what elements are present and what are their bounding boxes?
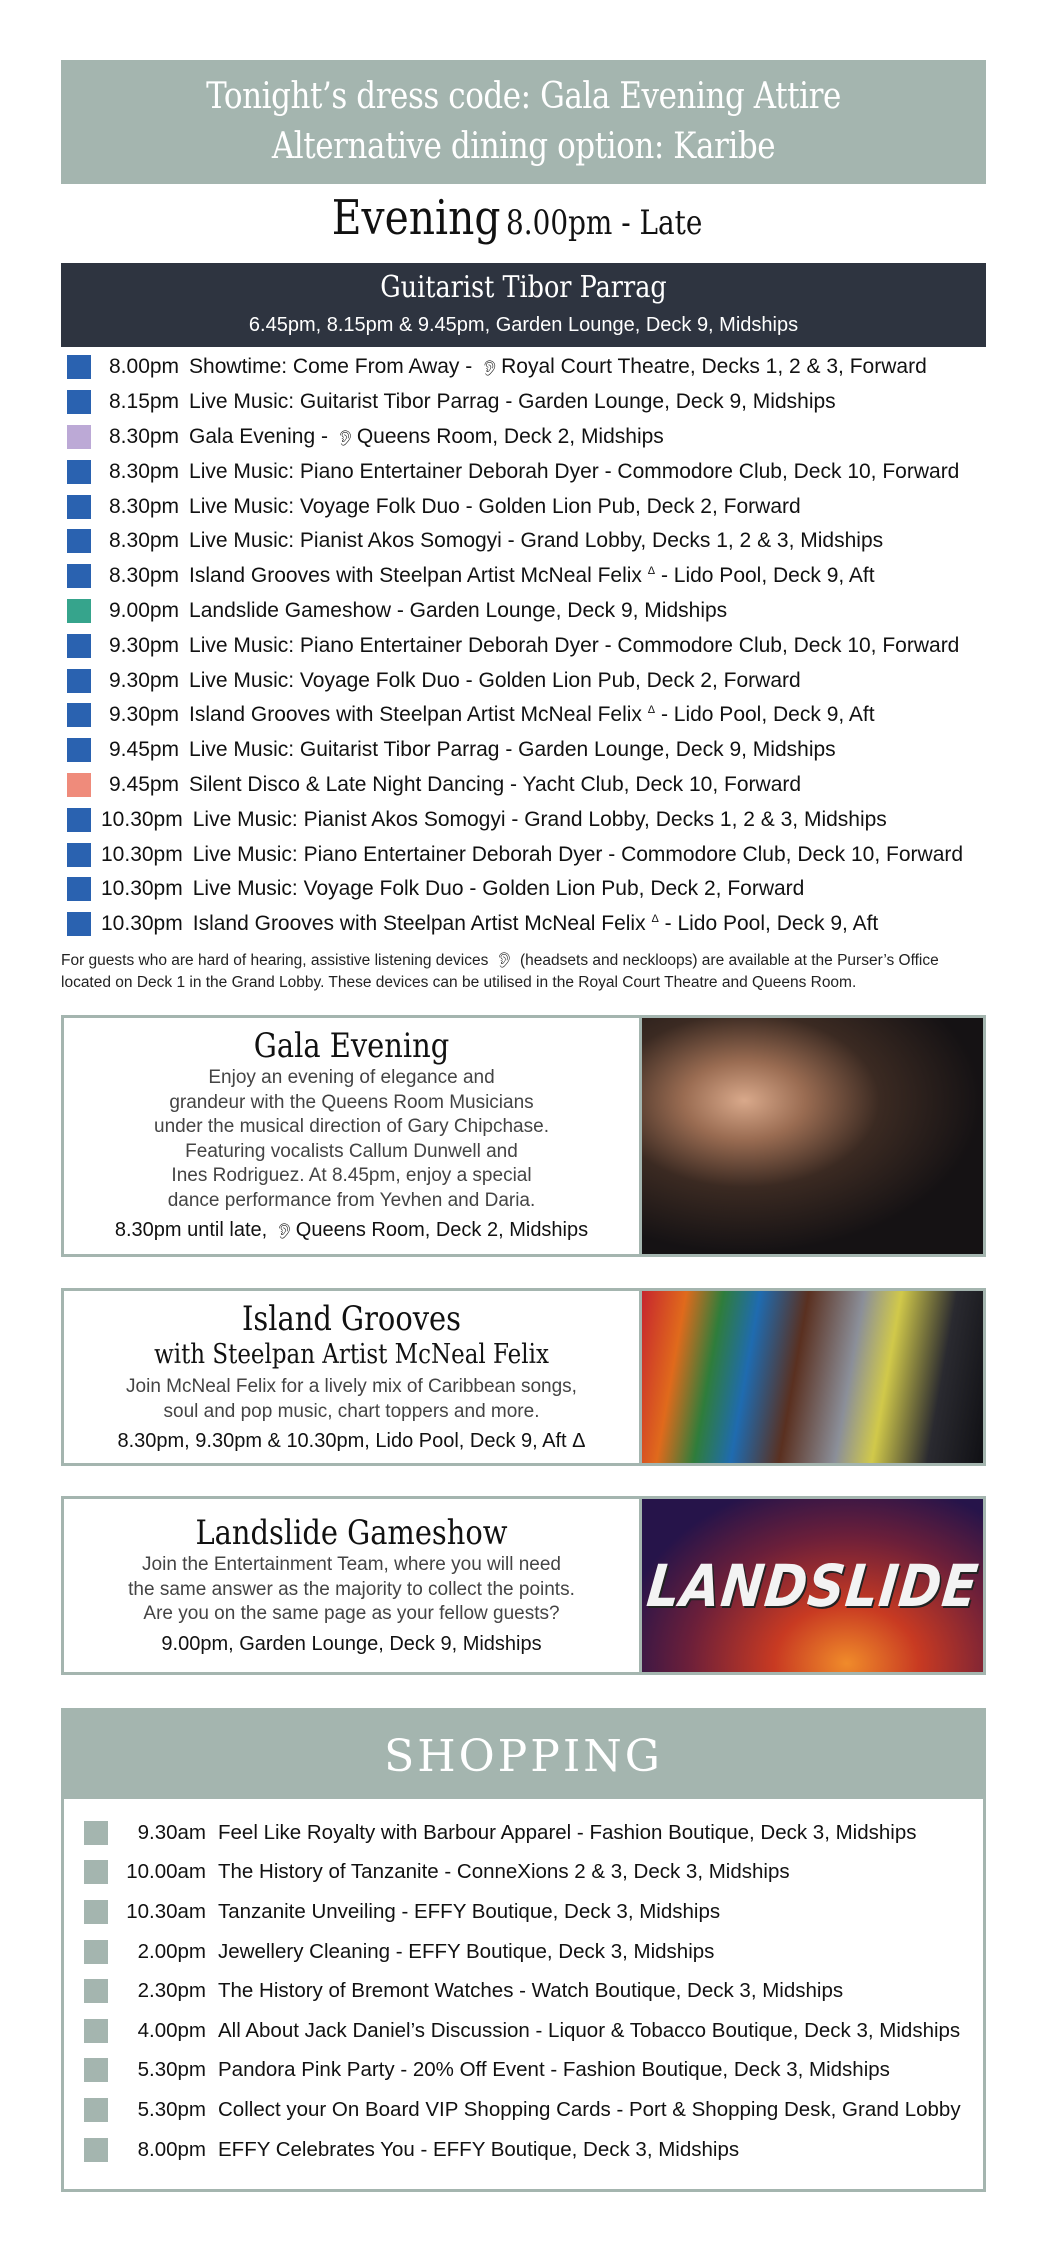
event-text: Showtime: Come From Away -	[189, 355, 479, 379]
hearing-assist-icon: 👂︎	[335, 429, 355, 447]
hearing-assist-icon: 👂︎	[494, 952, 514, 969]
event-description	[189, 460, 959, 484]
landslide-gameshow-card	[61, 1496, 986, 1675]
event-text: Live Music: Pianist Akos Somogyi - Grand Lobby, Decks 1, 2 & 3, Midships	[192, 807, 887, 831]
event-text: Live Music: Voyage Folk Duo - Golden Lion Pub, Deck 2, Forward	[189, 668, 801, 692]
featured-artist-title: Guitarist Tibor Parrag	[380, 270, 667, 305]
schedule-row	[61, 489, 986, 524]
event-text: Live Music: Guitarist Tibor Parrag - Garden Lounge, Deck 9, Midships	[189, 390, 836, 414]
shopping-time: 8.00pm	[137, 2137, 206, 2161]
hearing-assist-icon: 👂︎	[274, 1223, 294, 1240]
event-time: 9.30pm	[109, 633, 180, 657]
event-text: Live Music: Voyage Folk Duo - Golden Lion Pub, Deck 2, Forward	[189, 494, 801, 518]
when-location: Queens Room, Deck 2, Midships	[295, 1219, 589, 1241]
gala-card-description	[64, 1066, 639, 1213]
shopping-row	[64, 1932, 983, 1972]
event-text: Island Grooves with Steelpan Artist McNeal Felix	[189, 564, 648, 588]
event-description	[189, 564, 875, 588]
shopping-list	[64, 1799, 983, 2169]
hearing-assist-icon: 👂︎	[480, 360, 500, 378]
event-text: Live Music: Piano Entertainer Deborah Dyer - Commodore Club, Deck 10, Forward	[192, 842, 964, 866]
event-time: 9.45pm	[109, 738, 180, 762]
category-color-swatch	[67, 599, 91, 623]
schedule-row	[61, 420, 986, 455]
landslide-card-text	[64, 1499, 639, 1672]
category-color-swatch	[67, 634, 91, 658]
event-time: 10.30pm	[101, 842, 183, 866]
event-time: 8.30pm	[109, 494, 180, 518]
event-time: 9.30pm	[109, 703, 180, 727]
gala-dancing-photo	[639, 1018, 983, 1254]
schedule-row	[61, 872, 986, 907]
event-description	[189, 669, 801, 693]
event-description	[193, 912, 879, 936]
event-description	[189, 703, 875, 727]
event-description	[189, 425, 664, 449]
featured-artist-banner	[61, 263, 986, 347]
island-card-text	[64, 1291, 639, 1463]
event-location: - Lido Pool, Deck 9, Aft	[658, 912, 879, 936]
event-time: 8.00pm	[109, 355, 180, 379]
gala-card-when	[64, 1216, 639, 1246]
category-color-swatch	[67, 564, 91, 588]
event-time: 8.30pm	[109, 564, 180, 588]
weather-dependent-delta-icon: Δ	[651, 913, 659, 926]
event-time: 8.30pm	[109, 459, 180, 483]
weather-dependent-delta-icon: Δ	[647, 704, 656, 717]
desc-line: grandeur with the Queens Room Musicians	[169, 1091, 534, 1113]
shopping-description: EFFY Celebrates You - EFFY Boutique, Deck 3, Midships	[218, 2137, 740, 2161]
dress-code-banner	[61, 60, 986, 184]
category-color-swatch	[67, 843, 91, 867]
schedule-row	[61, 559, 986, 594]
landslide-card-description	[64, 1553, 639, 1627]
shopping-time: 2.30pm	[137, 1979, 206, 2003]
event-text: Live Music: Voyage Folk Duo - Golden Lion Pub, Deck 2, Forward	[192, 877, 805, 901]
event-location: Royal Court Theatre, Decks 1, 2 & 3, Forward	[501, 355, 927, 379]
schedule-row	[61, 907, 986, 942]
category-color-swatch	[67, 738, 91, 762]
category-color-swatch	[67, 529, 91, 553]
shopping-time: 10.00am	[126, 1860, 206, 1884]
hearing-assistance-note	[61, 950, 986, 994]
featured-artist-times: 6.45pm, 8.15pm & 9.45pm, Garden Lounge, Deck 9, Midships	[248, 314, 799, 336]
shopping-time: 4.00pm	[137, 2018, 206, 2042]
event-text: Landslide Gameshow - Garden Lounge, Deck 9, Midships	[189, 598, 728, 622]
category-color-swatch	[67, 877, 91, 901]
note-text-post: (headsets and neckloops) are available at the Purser’s Office located on Deck 1 in the Grand Lobby. These devices can be utilised in the Royal Court Theatre and Queens Room.	[61, 952, 939, 991]
desc-line: the same answer as the majority to collect the points.	[128, 1578, 575, 1600]
shopping-row	[64, 2090, 983, 2130]
island-grooves-card	[61, 1288, 986, 1466]
shopping-swatch	[84, 2098, 108, 2122]
category-color-swatch	[67, 425, 91, 449]
desc-line: under the musical direction of Gary Chipchase.	[154, 1116, 549, 1137]
desc-line: Join the Entertainment Team, where you will need	[142, 1554, 561, 1576]
event-time: 8.15pm	[109, 390, 180, 414]
event-time: 9.45pm	[109, 772, 180, 796]
event-description	[189, 738, 836, 762]
gala-evening-card	[61, 1015, 986, 1257]
category-color-swatch	[67, 460, 91, 484]
schedule-row	[61, 733, 986, 768]
desc-line: Are you on the same page as your fellow guests?	[143, 1603, 560, 1625]
category-color-swatch	[67, 808, 91, 832]
shopping-time: 9.30am	[137, 1820, 206, 1844]
shopping-swatch	[84, 2138, 108, 2162]
event-description	[189, 529, 883, 553]
schedule-row	[61, 594, 986, 629]
event-text: Gala Evening -	[189, 424, 334, 448]
schedule-row	[61, 350, 986, 385]
schedule-row	[61, 698, 986, 733]
shopping-swatch	[84, 1979, 108, 2003]
schedule-row	[61, 802, 986, 837]
event-time: 9.00pm	[109, 598, 180, 622]
schedule-row	[61, 385, 986, 420]
gala-card-title: Gala Evening	[253, 1026, 450, 1066]
event-text: Silent Disco & Late Night Dancing - Yacht Club, Deck 10, Forward	[189, 772, 802, 796]
shopping-swatch	[84, 1821, 108, 1845]
event-description	[189, 773, 801, 797]
event-time: 8.30pm	[109, 529, 180, 553]
shopping-description: The History of Tanzanite - ConneXions 2 & 3, Deck 3, Midships	[218, 1860, 790, 1884]
steelpan-photo	[639, 1291, 983, 1463]
event-location: Queens Room, Deck 2, Midships	[356, 424, 664, 448]
shopping-description: Collect your On Board VIP Shopping Cards - Port & Shopping Desk, Grand Lobby	[218, 2097, 961, 2121]
shopping-description: Tanzanite Unveiling - EFFY Boutique, Deck 3, Midships	[218, 1899, 721, 1923]
desc-line: Featuring vocalists Callum Dunwell and	[185, 1140, 518, 1162]
gala-card-text	[64, 1018, 639, 1254]
shopping-row	[64, 1892, 983, 1932]
event-time: 10.30pm	[101, 877, 183, 901]
schedule-row	[61, 524, 986, 559]
category-color-swatch	[67, 912, 91, 936]
shopping-row	[64, 2051, 983, 2091]
shopping-swatch	[84, 1860, 108, 1884]
weather-dependent-delta-icon: Δ	[647, 565, 656, 578]
event-location: - Lido Pool, Deck 9, Aft	[655, 703, 875, 727]
event-text: Live Music: Piano Entertainer Deborah Dyer - Commodore Club, Deck 10, Forward	[189, 459, 960, 483]
shopping-row	[64, 1971, 983, 2011]
island-card-when: 8.30pm, 9.30pm & 10.30pm, Lido Pool, Deck 9, Aft Δ	[117, 1430, 586, 1452]
shopping-row	[64, 1853, 983, 1893]
event-description	[189, 599, 727, 623]
shopping-row	[64, 2011, 983, 2051]
shopping-time: 2.00pm	[137, 1939, 206, 1963]
shopping-description: All About Jack Daniel’s Discussion - Liquor & Tobacco Boutique, Deck 3, Midships	[218, 2018, 961, 2042]
event-text: Live Music: Guitarist Tibor Parrag - Garden Lounge, Deck 9, Midships	[189, 738, 836, 762]
event-description	[193, 877, 805, 901]
shopping-time: 10.30am	[126, 1899, 206, 1923]
island-card-title: Island Grooves	[242, 1299, 461, 1339]
desc-line: Ines Rodriguez. At 8.45pm, enjoy a special	[171, 1165, 532, 1186]
event-description	[189, 390, 836, 414]
evening-title: Evening	[331, 190, 501, 246]
schedule-row	[61, 768, 986, 803]
shopping-description: Feel Like Royalty with Barbour Apparel - Fashion Boutique, Deck 3, Midships	[218, 1820, 917, 1844]
event-time: 10.30pm	[101, 912, 183, 936]
shopping-swatch	[84, 2019, 108, 2043]
event-description	[189, 634, 959, 658]
landslide-logo-image	[639, 1499, 983, 1672]
event-time: 9.30pm	[109, 668, 180, 692]
event-description	[193, 808, 887, 832]
category-color-swatch	[67, 703, 91, 727]
category-color-swatch	[67, 495, 91, 519]
shopping-swatch	[84, 2058, 108, 2082]
shopping-swatch	[84, 1940, 108, 1964]
note-text-pre: For guests who are hard of hearing, assistive listening devices	[61, 952, 493, 969]
event-text: Live Music: Piano Entertainer Deborah Dyer - Commodore Club, Deck 10, Forward	[189, 633, 960, 657]
dress-code-text: Tonight’s dress code: Gala Evening Attire	[206, 76, 841, 117]
shopping-description: Pandora Pink Party - 20% Off Event - Fashion Boutique, Deck 3, Midships	[218, 2058, 890, 2082]
event-text: Island Grooves with Steelpan Artist McNeal Felix	[189, 703, 648, 727]
shopping-row	[64, 2130, 983, 2170]
category-color-swatch	[67, 390, 91, 414]
schedule-row	[61, 837, 986, 872]
desc-line: dance performance from Yevhen and Daria.	[167, 1189, 536, 1211]
dining-option-text: Alternative dining option: Karibe	[271, 126, 776, 167]
shopping-row	[64, 1813, 983, 1853]
shopping-time: 5.30pm	[137, 2058, 206, 2082]
desc-line: soul and pop music, chart toppers and more.	[163, 1400, 540, 1422]
shopping-description: The History of Bremont Watches - Watch Boutique, Deck 3, Midships	[218, 1979, 844, 2003]
category-color-swatch	[67, 669, 91, 693]
shopping-description: Jewellery Cleaning - EFFY Boutique, Deck 3, Midships	[218, 1939, 715, 1963]
evening-hours: 8.00pm - Late	[505, 203, 702, 243]
schedule-row	[61, 628, 986, 663]
shopping-section	[61, 1708, 986, 2192]
evening-schedule	[61, 350, 986, 942]
event-location: - Lido Pool, Deck 9, Aft	[655, 564, 875, 588]
island-card-description	[64, 1375, 639, 1424]
schedule-row	[61, 663, 986, 698]
desc-line: Join McNeal Felix for a lively mix of Caribbean songs,	[126, 1376, 577, 1397]
event-time: 10.30pm	[101, 807, 183, 831]
landslide-logo-text: LANDSLIDE	[643, 1551, 982, 1620]
landslide-card-when: 9.00pm, Garden Lounge, Deck 9, Midships	[161, 1632, 542, 1655]
event-description	[189, 495, 801, 519]
event-description	[189, 355, 927, 379]
event-time: 8.30pm	[109, 424, 180, 448]
shopping-swatch	[84, 1900, 108, 1924]
event-text: Live Music: Pianist Akos Somogyi - Grand Lobby, Decks 1, 2 & 3, Midships	[189, 529, 884, 553]
desc-line: Enjoy an evening of elegance and	[208, 1067, 495, 1088]
schedule-row	[61, 454, 986, 489]
evening-heading	[61, 190, 986, 260]
shopping-time: 5.30pm	[137, 2097, 206, 2121]
event-text: Island Grooves with Steelpan Artist McNeal Felix	[192, 912, 652, 936]
event-description	[193, 843, 963, 867]
category-color-swatch	[67, 773, 91, 797]
shopping-title: SHOPPING	[64, 1711, 983, 1799]
category-color-swatch	[67, 355, 91, 379]
island-card-subtitle: with Steelpan Artist McNeal Felix	[154, 1339, 549, 1370]
when-time: 8.30pm until late,	[114, 1219, 273, 1241]
landslide-card-title: Landslide Gameshow	[195, 1513, 508, 1554]
